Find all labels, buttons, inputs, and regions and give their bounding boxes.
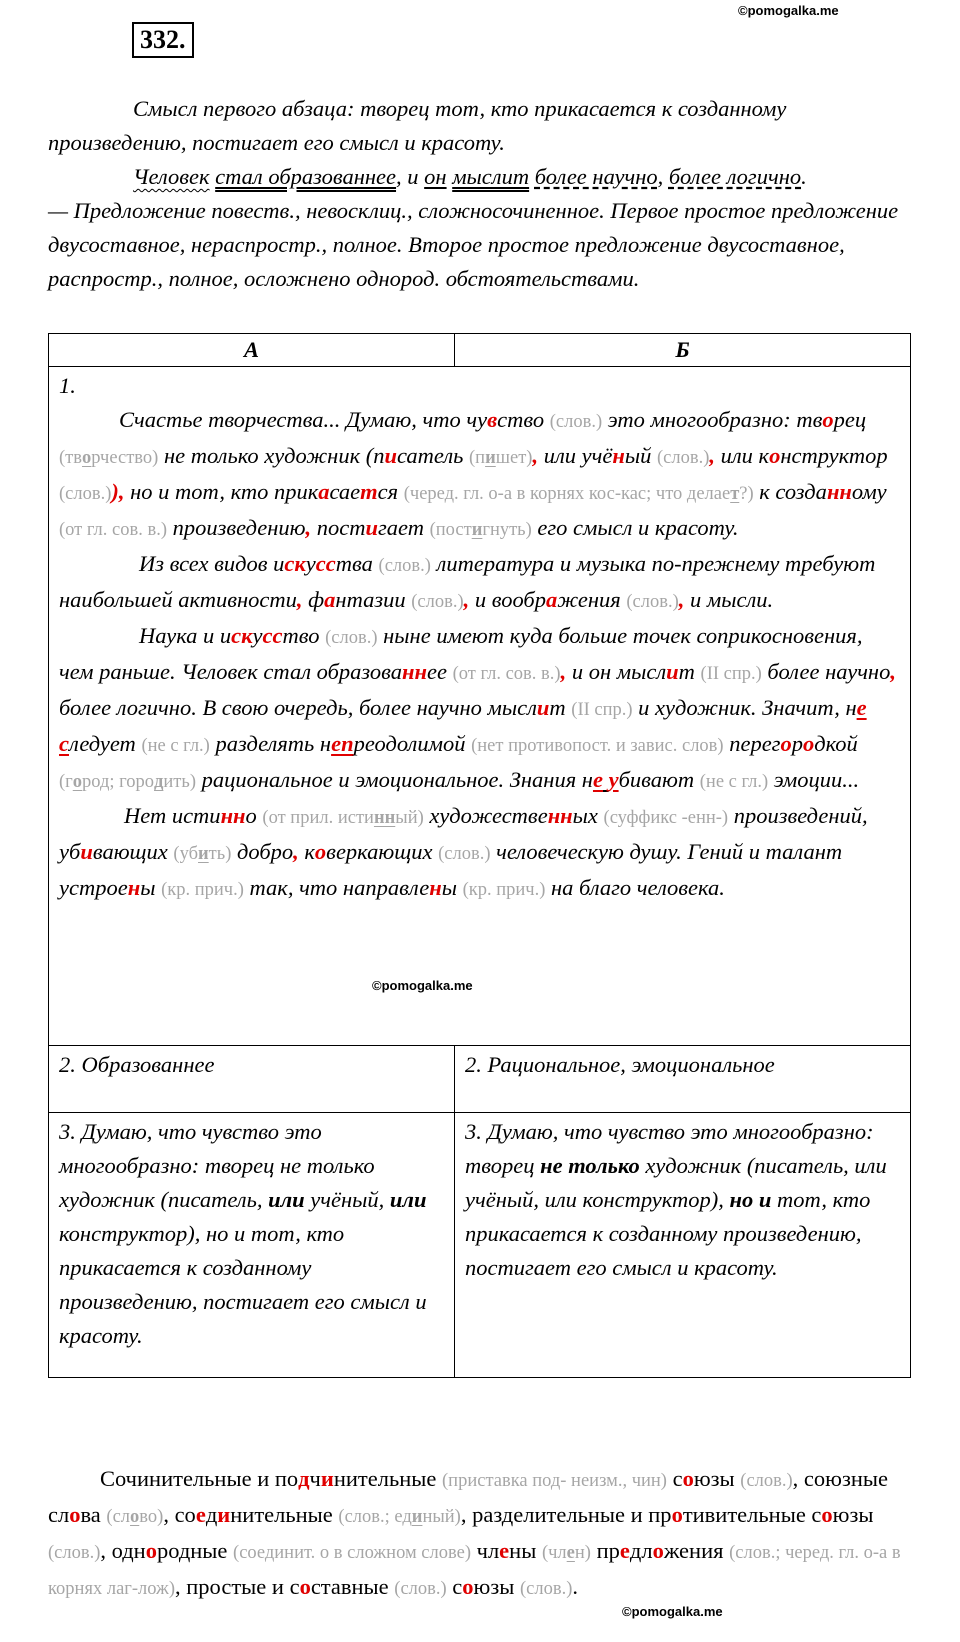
t: ф [302, 587, 325, 612]
txt: . [801, 164, 807, 189]
note: (от гл. сов. в.) [59, 520, 167, 540]
t: сатель [397, 443, 470, 468]
note: (не с гл.) [141, 736, 210, 756]
conjunction: или [268, 1187, 305, 1212]
note-letter: о [81, 448, 92, 468]
sentence-analysis [48, 160, 918, 194]
orthogram: сс [315, 551, 336, 576]
text-paragraph-2 [59, 547, 900, 619]
orthogram: н [612, 443, 625, 468]
orthogram: о [671, 1502, 683, 1527]
t: на благо человека. [545, 875, 725, 900]
orthogram: т [360, 479, 378, 504]
predicate-phrase: стал образованнее [215, 164, 397, 189]
punctuation-mark: , [709, 443, 715, 468]
t: учёный, [304, 1187, 390, 1212]
note-letter: нн [373, 808, 396, 828]
orthogram: е [619, 1538, 630, 1563]
watermark-bottom: ©pomogalka.me [622, 1604, 723, 1619]
orthogram: нн [402, 659, 427, 684]
orthogram: сс [262, 623, 283, 648]
t: и вообр [469, 587, 546, 612]
t: юзы [473, 1574, 520, 1599]
t: или учё [538, 443, 613, 468]
bottom-paragraph [48, 1462, 918, 1606]
t: ны [509, 1538, 542, 1563]
note-letter: и [198, 844, 209, 864]
note: (слов.) [59, 484, 112, 504]
note: (слов.) [549, 412, 603, 432]
analysis-text: — Предложение повеств., невосклиц., сложносочиненное. Первое простое предложение двусоставное, нераспростр., полное. Второе простое предложение двусоставное, распростр., полное, осложнено однород. обстоятельствами. [48, 198, 899, 291]
intro-section [48, 92, 918, 296]
t: . [572, 1574, 578, 1599]
t: ы [140, 875, 162, 900]
note: (сл [106, 1507, 131, 1527]
t: разделять н [209, 731, 332, 756]
note-letter: т [730, 484, 740, 504]
t: т [678, 659, 701, 684]
t: ы [441, 875, 463, 900]
t: ледует [69, 731, 142, 756]
t: рациональное и эмоциональное. Знания н [195, 767, 593, 792]
t: с [666, 1466, 683, 1491]
t: о [245, 803, 263, 828]
t: пост [311, 515, 366, 540]
t: произведений, уб [59, 803, 868, 864]
note: (уб [173, 844, 198, 864]
t: , одн [100, 1538, 146, 1563]
t: 3. Думаю, что чувство это многообразно: творец не только художник (писатель, [59, 1119, 375, 1212]
note-letter: д [154, 772, 164, 792]
text-paragraph-1 [59, 403, 900, 547]
note: (приставка под- неизм., чин) [442, 1471, 667, 1491]
orthogram: в [487, 407, 498, 432]
t: произведению [166, 515, 306, 540]
punctuation-mark: , [463, 587, 470, 612]
t: ва [80, 1502, 107, 1527]
note-letter: и [411, 1507, 423, 1527]
t: Из всех видов и [139, 551, 285, 576]
t: его смысл и красоту. [531, 515, 739, 540]
note: (суффикс -енн-) [603, 808, 729, 828]
t: тво [282, 623, 326, 648]
note-letter: и [485, 448, 496, 468]
t: к [298, 839, 315, 864]
orthogram: ск [284, 551, 306, 576]
t: 3. Думаю, что чувство это многообразно: творец [465, 1119, 874, 1178]
note: (слов.) [626, 592, 679, 612]
orthogram: н [127, 875, 141, 900]
t: дкой [814, 731, 858, 756]
orthogram: е [195, 1502, 206, 1527]
orthogram: е [592, 767, 603, 792]
orthogram: е [499, 1538, 510, 1563]
t: более логично. В свою очередь, более научно мысл [59, 695, 537, 720]
orthogram: и [365, 515, 379, 540]
t: и художник. Значит, н [632, 695, 857, 720]
note: (чл [541, 1543, 567, 1563]
orthogram: о [462, 1574, 474, 1599]
t: не только художник (п [158, 443, 385, 468]
t: эмоции... [768, 767, 860, 792]
punctuation-mark: , [890, 659, 896, 684]
t: дл [629, 1538, 653, 1563]
note: (кр. прич.) [462, 880, 546, 900]
orthogram: и [217, 1502, 231, 1527]
t: ый [624, 443, 657, 468]
cell-2b: 2. Рациональное, эмоциональное [455, 1046, 911, 1113]
t: пр [590, 1538, 620, 1563]
t: Нет исти [124, 803, 221, 828]
t: ставные [310, 1574, 395, 1599]
note: ый) [395, 808, 424, 828]
note: рчество) [91, 448, 159, 468]
t: конструктор), но и тот, кто прикасается к созданному произведению, постигает его смысл и красоту. [59, 1221, 427, 1348]
t: добро [231, 839, 294, 864]
t: т [549, 695, 572, 720]
orthogram: нн [547, 803, 573, 828]
t: и он мысл [566, 659, 667, 684]
orthogram: о [299, 1574, 311, 1599]
t: р [791, 731, 803, 756]
exercise-number: 332. [132, 22, 194, 58]
intro-paragraph: Смысл первого абзаца: творец тот, кто прикасается к созданному произведению, постигает его смысл и красоту. [48, 96, 787, 155]
note: гнуть) [482, 520, 532, 540]
t: веркающих [326, 839, 439, 864]
orthogram: о [769, 443, 781, 468]
t: жения [663, 1538, 730, 1563]
t: тот, кто прикасается к созданному произведению, постигает его смысл и красоту. [465, 1187, 871, 1280]
column-header-b: Б [455, 334, 911, 367]
t: Счастье творчества... Думаю, что чу [119, 407, 488, 432]
orthogram: о [69, 1502, 81, 1527]
t: чл [471, 1538, 500, 1563]
orthogram: ск [231, 623, 253, 648]
orthogram: а [546, 587, 558, 612]
punctuation-mark: , [532, 443, 539, 468]
note: (от прил. исти [262, 808, 374, 828]
orthogram: е [856, 695, 867, 720]
t: реодолимой [353, 731, 472, 756]
note: (слов.) [438, 844, 491, 864]
note: (слов.) [378, 556, 431, 576]
text-cell [49, 367, 911, 1046]
note: (слов.) [48, 1543, 101, 1563]
conjunction: не только [540, 1153, 640, 1178]
t: и мысли. [684, 587, 774, 612]
t: д [205, 1502, 218, 1527]
cell-2a: 2. Образованнее [49, 1046, 455, 1113]
note: н) [574, 1543, 591, 1563]
orthogram: о [822, 407, 834, 432]
t: ому [851, 479, 887, 504]
orthogram: нн [220, 803, 246, 828]
punctuation-mark: , [560, 659, 567, 684]
note: ?) [739, 484, 754, 504]
t: вающих [92, 839, 174, 864]
note: (кр. прич.) [161, 880, 244, 900]
orthogram: еп [331, 731, 354, 756]
note: во) [139, 1507, 164, 1527]
note: (черед. гл. о-а в корнях кос-кас; что делае [403, 484, 731, 504]
adverbial-1: более научно [534, 164, 658, 189]
t: ство [497, 407, 550, 432]
note: (слов.) [325, 628, 378, 648]
cell-3b [455, 1113, 911, 1378]
predicate-word-2: мыслит [452, 164, 530, 189]
t: гает [378, 515, 430, 540]
row-number: 1. [59, 373, 76, 398]
note: (слов.) [520, 1579, 573, 1599]
note: (от гл. сов. в.) [452, 664, 561, 684]
t: юзы [693, 1466, 741, 1491]
t: , со [163, 1502, 196, 1527]
orthogram: и [536, 695, 550, 720]
orthogram: о [682, 1466, 694, 1491]
note: (II спр.) [700, 664, 762, 684]
txt: , [657, 164, 669, 189]
note: (п [469, 448, 486, 468]
t: художестве [423, 803, 548, 828]
note: (слов.) [411, 592, 464, 612]
t: , союзные сл [48, 1466, 889, 1527]
t: ых [572, 803, 604, 828]
orthogram: и [320, 1466, 334, 1491]
t: бивают [618, 767, 700, 792]
punctuation-mark: , [305, 515, 312, 540]
t: , простые и с [175, 1574, 300, 1599]
t: или к [714, 443, 770, 468]
orthogram: о [780, 731, 792, 756]
t: нтазии [335, 587, 412, 612]
orthogram: о [145, 1538, 157, 1563]
cell-3a [49, 1113, 455, 1378]
t: художник (писатель, или учёный, или конструктор), [465, 1153, 887, 1212]
t: , разделительные и пр [460, 1502, 672, 1527]
note-letter: о [72, 772, 82, 792]
note: ный) [422, 1507, 461, 1527]
note-letter: о [130, 1507, 140, 1527]
punctuation-mark: , [678, 587, 685, 612]
t: более научно [761, 659, 891, 684]
orthogram: и [80, 839, 93, 864]
t: сае [329, 479, 361, 504]
orthogram: с [59, 731, 69, 756]
orthogram: нн [826, 479, 852, 504]
t: нструктор [780, 443, 888, 468]
orthogram: н [429, 875, 442, 900]
conjunction: но и [729, 1187, 772, 1212]
orthogram: о [821, 1502, 833, 1527]
note-letter: е [566, 1543, 575, 1563]
note-letter: и [471, 520, 483, 540]
orthogram: о [802, 731, 815, 756]
note: (II спр.) [571, 700, 633, 720]
watermark-top: ©pomogalka.me [738, 3, 839, 18]
txt: , и [396, 164, 425, 189]
note: (слов.) [740, 1471, 793, 1491]
t: нительные [333, 1466, 443, 1491]
watermark-middle: ©pomogalka.me [372, 978, 473, 993]
t: это многообразно: тв [602, 407, 823, 432]
t: рец [833, 407, 867, 432]
punctuation-mark: , [293, 839, 299, 864]
note: (г [59, 772, 73, 792]
subject-word-2: он [424, 164, 447, 189]
note: род; горо [82, 772, 155, 792]
t: юзы [832, 1502, 874, 1527]
t: человеческую душу. Гений и талант устрое [59, 839, 843, 900]
orthogram: д [298, 1466, 310, 1491]
note: (слов.; ед [338, 1507, 412, 1527]
t: нительные [230, 1502, 339, 1527]
t: перег [723, 731, 781, 756]
note: (нет противопост. и завис. слов) [471, 736, 724, 756]
orthogram: а [324, 587, 336, 612]
t: Наука и и [139, 623, 232, 648]
note: (слов.) [394, 1579, 447, 1599]
orthogram: и [384, 443, 397, 468]
adverbial-2: более логично [668, 164, 802, 189]
note: (тв [59, 448, 82, 468]
note: (слов.; черед. гл. о-а в корнях лаг-лож) [48, 1543, 901, 1599]
t: ее [426, 659, 453, 684]
note: шет) [495, 448, 533, 468]
t: Сочинительные и по [100, 1466, 299, 1491]
note: (соединит. о в сложном слове) [233, 1543, 471, 1563]
analysis-table [48, 333, 911, 1378]
text-paragraph-4 [59, 799, 900, 907]
t: жения [557, 587, 627, 612]
orthogram: у [608, 767, 619, 792]
text-paragraph-3 [59, 619, 900, 799]
orthogram: о [314, 839, 327, 864]
note: ить) [163, 772, 196, 792]
column-header-a: А [49, 334, 455, 367]
note: (слов.) [656, 448, 710, 468]
t: так, что направле [243, 875, 430, 900]
punctuation-mark: ), [111, 479, 125, 504]
t: у [252, 623, 263, 648]
t: ся [377, 479, 399, 504]
t: к созда [753, 479, 827, 504]
t: ч [309, 1466, 321, 1491]
t: у [305, 551, 316, 576]
note: ть) [208, 844, 232, 864]
t: тва [335, 551, 379, 576]
subject-word: Человек [133, 164, 210, 189]
terms-paragraph [48, 1462, 918, 1606]
orthogram: а [318, 479, 330, 504]
note: (пост [429, 520, 472, 540]
t: тивительные с [682, 1502, 822, 1527]
t: ныне имеют куда больше точек соприкосновения, чем раньше. Человек стал образова [59, 623, 863, 684]
t: с [446, 1574, 463, 1599]
conjunction: или [389, 1187, 427, 1212]
note: (не с гл.) [699, 772, 769, 792]
orthogram: о [652, 1538, 664, 1563]
orthogram: и [666, 659, 679, 684]
t: но и тот, кто прик [124, 479, 319, 504]
t: родные [156, 1538, 234, 1563]
punctuation-mark: , [296, 587, 303, 612]
t: литература и музыка по-прежнему требуют наибольшей активности [59, 551, 876, 612]
